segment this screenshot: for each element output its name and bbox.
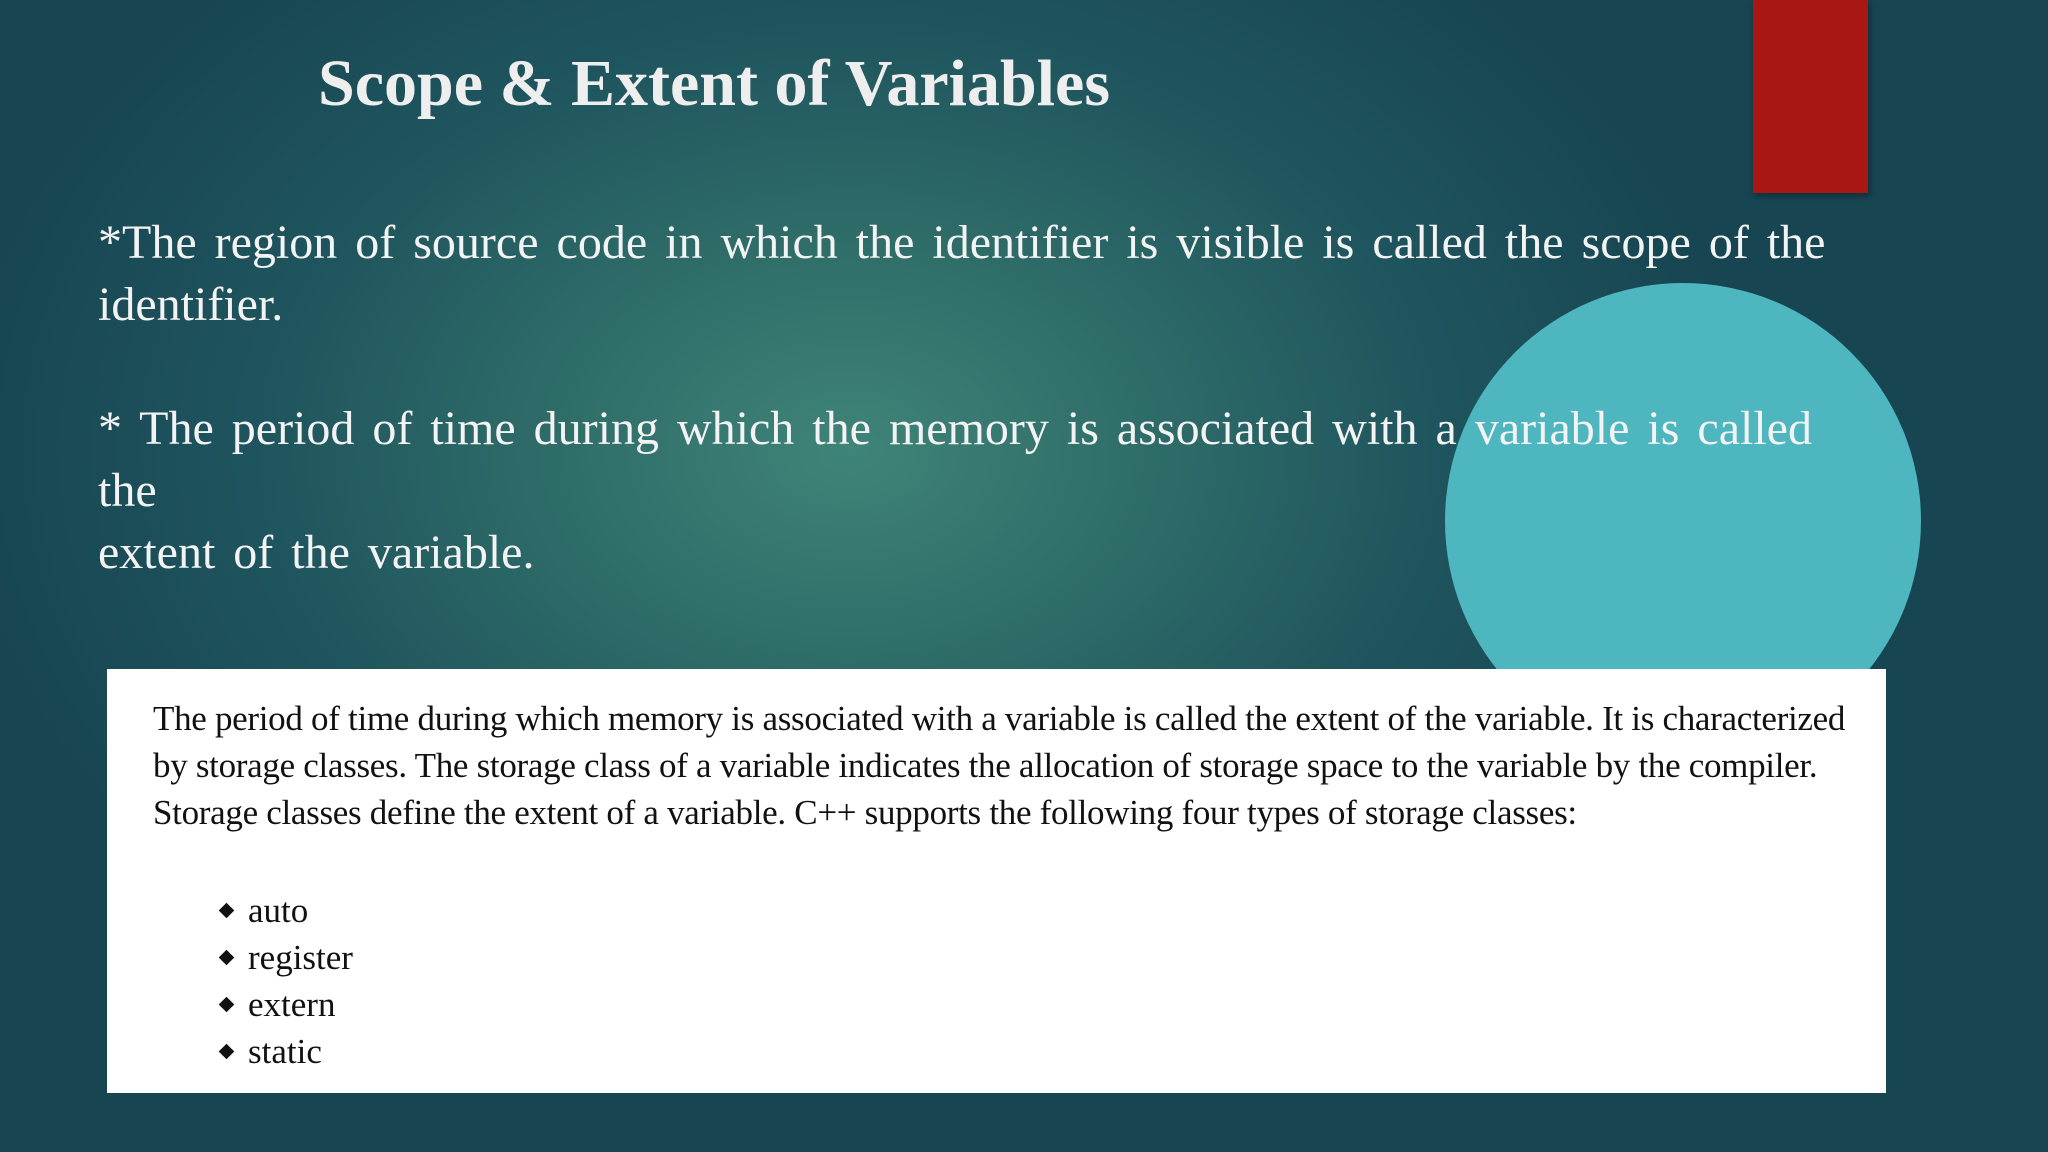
diamond-bullet-icon [219,997,235,1013]
extent-definition: * The period of time during which the memory is associated with a variable is called the [98,402,1812,517]
list-item-label: register [248,938,353,977]
list-item-label: auto [248,891,309,930]
slide-title: Scope & Extent of Variables [318,47,1110,120]
list-item [217,934,353,981]
diamond-bullet-icon [219,903,235,919]
list-item [217,981,353,1028]
list-item [217,1028,353,1075]
slide-body [98,212,1868,584]
list-item-label: static [248,1032,322,1071]
scope-definition: *The region of source code in which the identifier is visible is called the scope of the identifier. [98,216,1826,331]
list-item-label: extern [248,985,336,1024]
storage-class-list [217,887,353,1075]
red-accent-bar [1753,0,1868,193]
extent-definition-continued: extent of the variable. [98,526,535,579]
excerpt-paragraph: The period of time during which memory is associated with a variable is called the extent of the variable. It is characterized by storage classes. The storage class of a variable indicates the allocation of storage space to the variable by the compiler. Storage classes define the extent of a variable. C++ supports the following four types of storage classes: [153,699,1846,832]
scanned-textbook-excerpt [107,669,1886,1093]
paragraph-spacer [98,336,1868,398]
list-item [217,887,353,934]
diamond-bullet-icon [219,950,235,966]
diamond-bullet-icon [219,1044,235,1060]
